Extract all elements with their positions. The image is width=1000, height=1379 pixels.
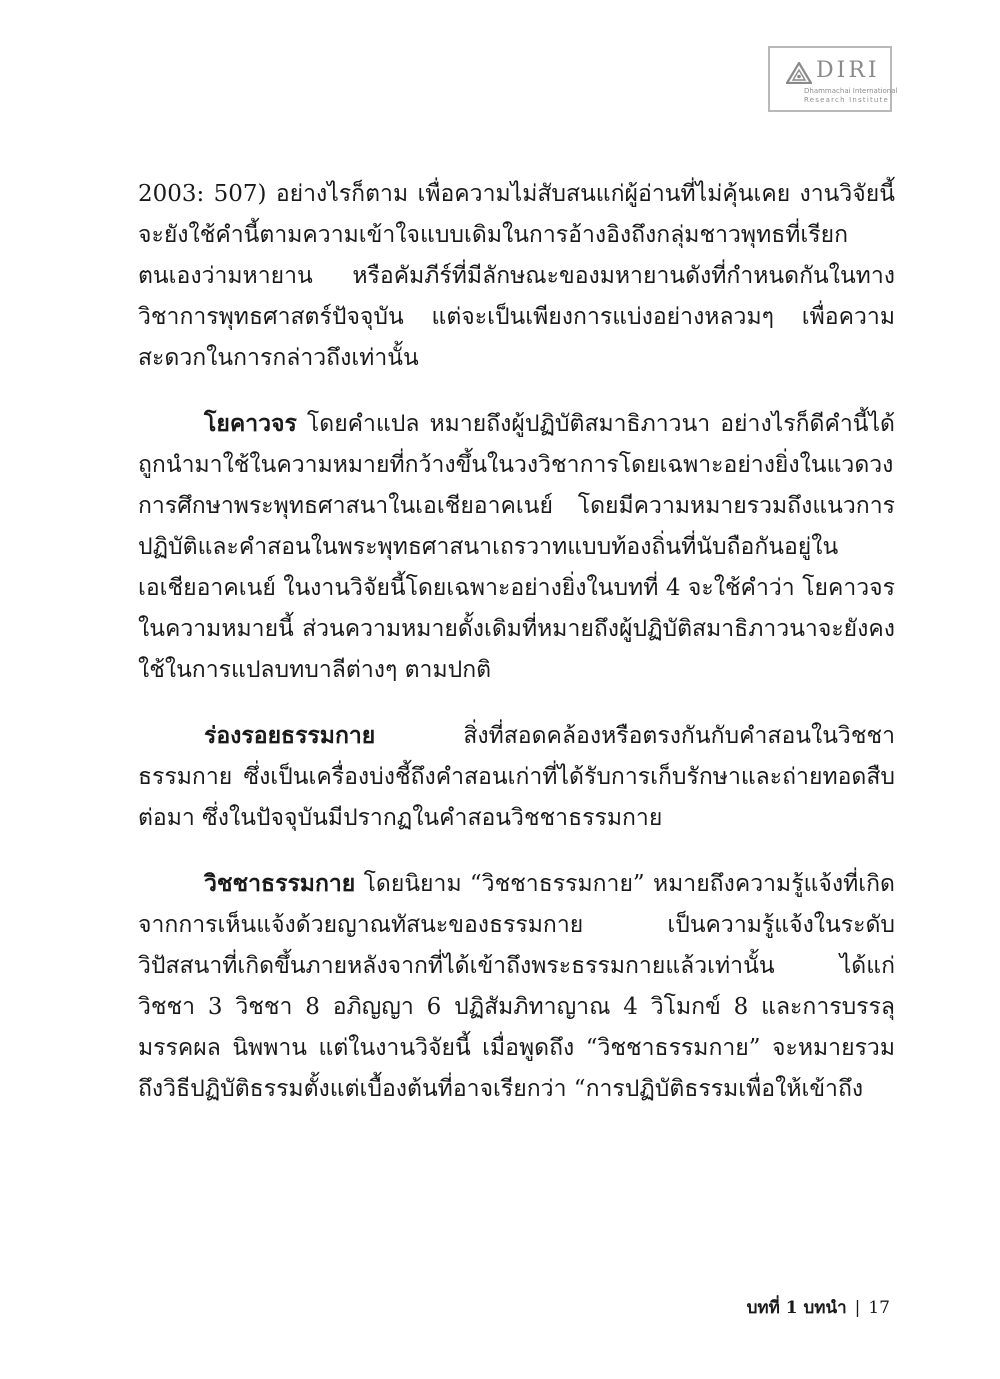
paragraph-dhammakaya-traces [138,715,895,839]
logo-subtitle-line1: Dhammachai International [804,87,898,95]
paragraph-vijja-dhammakaya [138,863,895,1110]
paragraph-text: สิ่งที่สอดคล้องหรือตรงกันกับคำสอนในวิชชาธรรมกาย ซึ่งเป็นเครื่องบ่งชี้ถึงคำสอนเก่าที่ได้รับการเก็บรักษาและถ่ายทอดสืบต่อมา ซึ่งในปัจจุบันมีปรากฏในคำสอนวิชชาธรรมกาย [138,723,895,831]
paragraph-continuation [138,174,895,379]
paragraph-text: โดยคำแปล หมายถึงผู้ปฏิบัติสมาธิภาวนา อย่างไรก็ดีคำนี้ได้ถูกนำมาใช้ในความหมายที่กว้างขึ้นในวงวิชาการโดยเฉพาะอย่างยิ่งในแวดวงการศึกษาพระพุทธศาสนาในเอเชียอาคเนย์ โดยมีความหมายรวมถึงแนวการปฏิบัติและคำสอนในพระพุทธศาสนาเถรวาทแบบท้องถิ่นที่นับถือกันอยู่ในเอเชียอาคเนย์ ในงานวิจัยนี้โดยเฉพาะอย่างยิ่งในบทที่ 4 จะใช้คำว่า โยคาวจร ในความหมายนี้ ส่วนความหมายดั้งเดิมที่หมายถึงผู้ปฏิบัติสมาธิภาวนาจะยังคงใช้ในการแปลบทบาลีต่างๆ ตามปกติ [138,411,895,683]
term-heading: วิชชาธรรมกาย [204,870,356,897]
page-number: 17 [868,1298,890,1318]
term-heading: ร่องรอยธรรมกาย [204,722,376,749]
paragraph-text: โดยนิยาม “วิชชาธรรมกาย” หมายถึงความรู้แจ้งที่เกิดจากการเห็นแจ้งด้วยญาณทัสนะของธรรมกาย เป็นความรู้แจ้งในระดับวิปัสสนาที่เกิดขึ้นภายหลังจากที่ได้เข้าถึงพระธรรมกายแล้วเท่านั้น ได้แก่ วิชชา 3 วิชชา 8 อภิญญา 6 ปฏิสัมภิทาญาณ 4 วิโมกข์ 8 และการบรรลุมรรคผล นิพพาน แต่ในงานวิจัยนี้ เมื่อพูดถึง “วิชชาธรรมกาย” จะหมายรวมถึงวิธีปฏิบัติธรรมตั้งแต่เบื้องต้นที่อาจเรียกว่า “การปฏิบัติธรรมเพื่อให้เข้าถึง [138,871,895,1102]
logo-subtitle-line2: Research Institute [804,96,890,104]
page-footer [747,1294,890,1321]
logo-title: DIRI [816,58,880,83]
chapter-title: บทที่ 1 บทนำ [746,1298,847,1318]
term-heading: โยคาวจร [204,410,297,437]
diri-logo [768,46,898,112]
footer-separator: | [854,1298,861,1318]
page-body [138,174,895,1110]
paragraph-text: 2003: 507) อย่างไรก็ตาม เพื่อความไม่สับสนแก่ผู้อ่านที่ไม่คุ้นเคย งานวิจัยนี้จะยังใช้คำนี้ตามความเข้าใจแบบเดิมในการอ้างอิงถึงกลุ่มชาวพุทธที่เรียกตนเองว่ามหายาน หรือคัมภีร์ที่มีลักษณะของมหายานดังที่กำหนดกันในทางวิชาการพุทธศาสตร์ปัจจุบัน แต่จะเป็นเพียงการแบ่งอย่างหลวมๆ เพื่อความสะดวกในการกล่าวถึงเท่านั้น [138,181,895,371]
paragraph-yogavacara [138,403,895,691]
triangle-logo-icon [786,62,812,84]
